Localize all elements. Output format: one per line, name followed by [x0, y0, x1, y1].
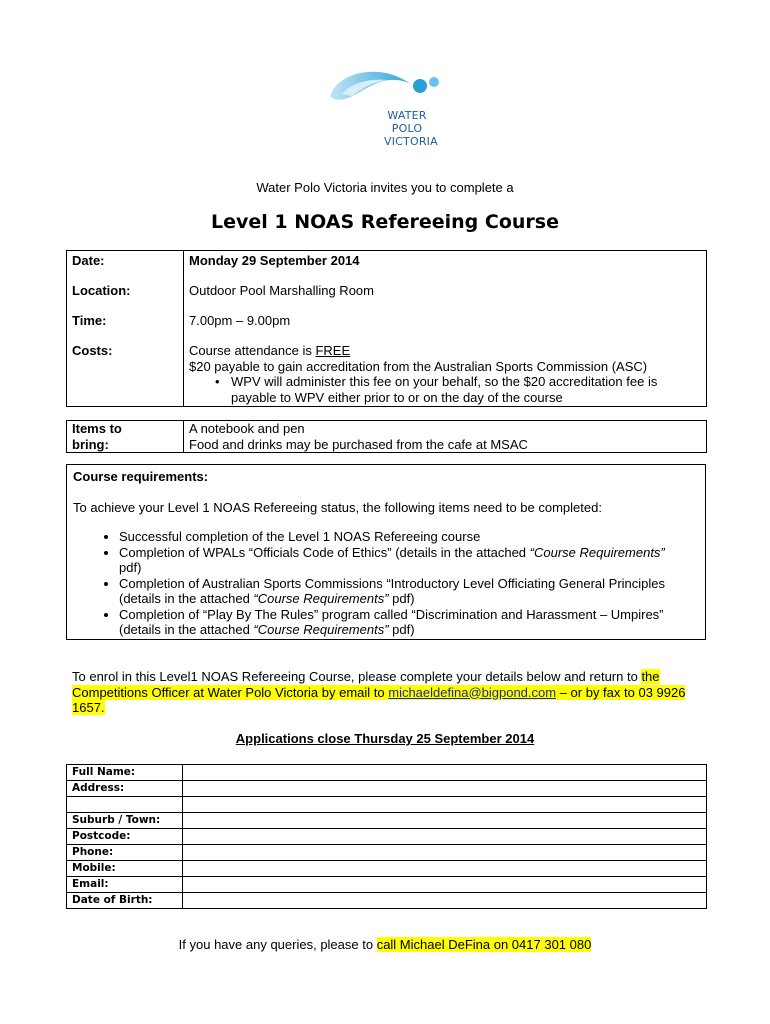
location-value: Outdoor Pool Marshalling Room: [189, 283, 374, 298]
course-title: Level 1 NOAS Refereeing Course: [211, 211, 559, 233]
date-label: Date:: [72, 253, 105, 268]
enrol-part1: To enrol in this Level1 NOAS Refereeing Course, please complete your details below and return to: [72, 669, 642, 684]
time-label: Time:: [72, 313, 107, 328]
suburb-field[interactable]: [183, 813, 707, 829]
mobile-field[interactable]: [183, 861, 707, 877]
costs-bullet: [215, 374, 701, 405]
requirement-item-ref: “Course Requirements”: [253, 622, 389, 637]
requirements-list: [73, 529, 679, 638]
requirements-box: [66, 464, 706, 640]
date-value: Monday 29 September 2014: [189, 253, 360, 268]
items-label-cell: [67, 421, 184, 453]
dob-label: Date of Birth:: [67, 893, 183, 909]
address-label: Address:: [67, 781, 183, 797]
address-label-2: [67, 797, 183, 813]
mobile-label: Mobile:: [67, 861, 183, 877]
enrol-part3: – or by fax to 03 9926 1657.: [72, 684, 686, 715]
location-label: Location:: [72, 283, 131, 298]
applications-close: Applications close Thursday 25 September 2014: [235, 731, 535, 746]
requirement-item-ref: “Course Requirements”: [529, 544, 665, 560]
requirement-item-text: Completion of “Play By The Rules” program called “Discrimination and Harassment – Umpires” (details in the attached: [119, 606, 664, 637]
dob-field[interactable]: [183, 893, 707, 909]
requirement-item-text: Completion of Australian Sports Commissions “Introductory Level Officiating General Principles (details in the attached: [119, 575, 665, 606]
phone-field[interactable]: [183, 845, 707, 861]
requirements-heading: Course requirements:: [73, 469, 209, 484]
query-line: [0, 937, 770, 952]
course-info-table: [66, 250, 707, 407]
address-field-2[interactable]: [183, 797, 707, 813]
requirement-item: [119, 529, 679, 545]
full-name-field[interactable]: [183, 765, 707, 781]
requirement-item: [119, 576, 679, 607]
info-values-cell: [184, 251, 707, 407]
phone-label: Phone:: [67, 845, 183, 861]
requirement-item-ref: “Course Requirements”: [253, 591, 389, 606]
requirement-item-text: Successful completion of the Level 1 NOAS Refereeing course: [119, 529, 481, 544]
logo-line-polo: POLO: [391, 122, 423, 135]
items-line2: Food and drinks may be purchased from the cafe at MSAC: [189, 436, 528, 452]
wave-icon: [328, 66, 448, 111]
info-labels-cell: [67, 251, 184, 407]
email-label: Email:: [67, 877, 183, 893]
logo-line-victoria: VICTORIA: [384, 135, 438, 148]
enrol-paragraph: [72, 669, 702, 716]
requirement-item-suffix: pdf): [388, 591, 415, 606]
costs-free: FREE: [315, 343, 351, 358]
water-polo-victoria-logo: [328, 66, 448, 156]
costs-line1-prefix: Course attendance is: [189, 343, 316, 358]
costs-label: Costs:: [72, 343, 113, 358]
postcode-label: Postcode:: [67, 829, 183, 845]
requirement-item: [119, 545, 679, 576]
items-line1: A notebook and pen: [189, 421, 305, 436]
items-values-cell: [184, 421, 707, 453]
costs-line2: $20 payable to gain accreditation from the Australian Sports Commission (ASC): [189, 358, 648, 374]
postcode-field[interactable]: [183, 829, 707, 845]
email-field[interactable]: [183, 877, 707, 893]
suburb-label: Suburb / Town:: [67, 813, 183, 829]
costs-bullet-text: WPV will administer this fee on your behalf, so the $20 accreditation fee is payable to WPV either prior to or on the day of the course: [231, 374, 658, 405]
query-contact: call Michael DeFina on 0417 301 080: [376, 937, 592, 952]
enrol-part2: the Competitions Officer at Water Polo Victoria by email to: [72, 669, 660, 700]
items-label: Items to bring:: [72, 421, 122, 452]
requirements-lead: To achieve your Level 1 NOAS Refereeing status, the following items need to be completed:: [73, 500, 602, 515]
requirement-item: [119, 607, 679, 638]
requirement-item-text: Completion of WPALs “Officials Code of Ethics” (details in the attached: [119, 544, 530, 560]
application-form-table: [66, 764, 707, 909]
requirement-item-suffix: pdf): [388, 622, 415, 637]
full-name-label: Full Name:: [67, 765, 183, 781]
intro-text: Water Polo Victoria invites you to complete a: [256, 180, 514, 195]
address-field[interactable]: [183, 781, 707, 797]
email-link[interactable]: michaeldefina@bigpond.com: [388, 684, 557, 700]
query-prefix: If you have any queries, please to: [178, 937, 377, 952]
items-table: [66, 420, 707, 453]
requirement-item-suffix: pdf): [119, 560, 142, 575]
costs-value: [189, 343, 701, 405]
time-value: 7.00pm – 9.00pm: [189, 313, 291, 328]
logo-line-water: WATER: [387, 109, 427, 122]
